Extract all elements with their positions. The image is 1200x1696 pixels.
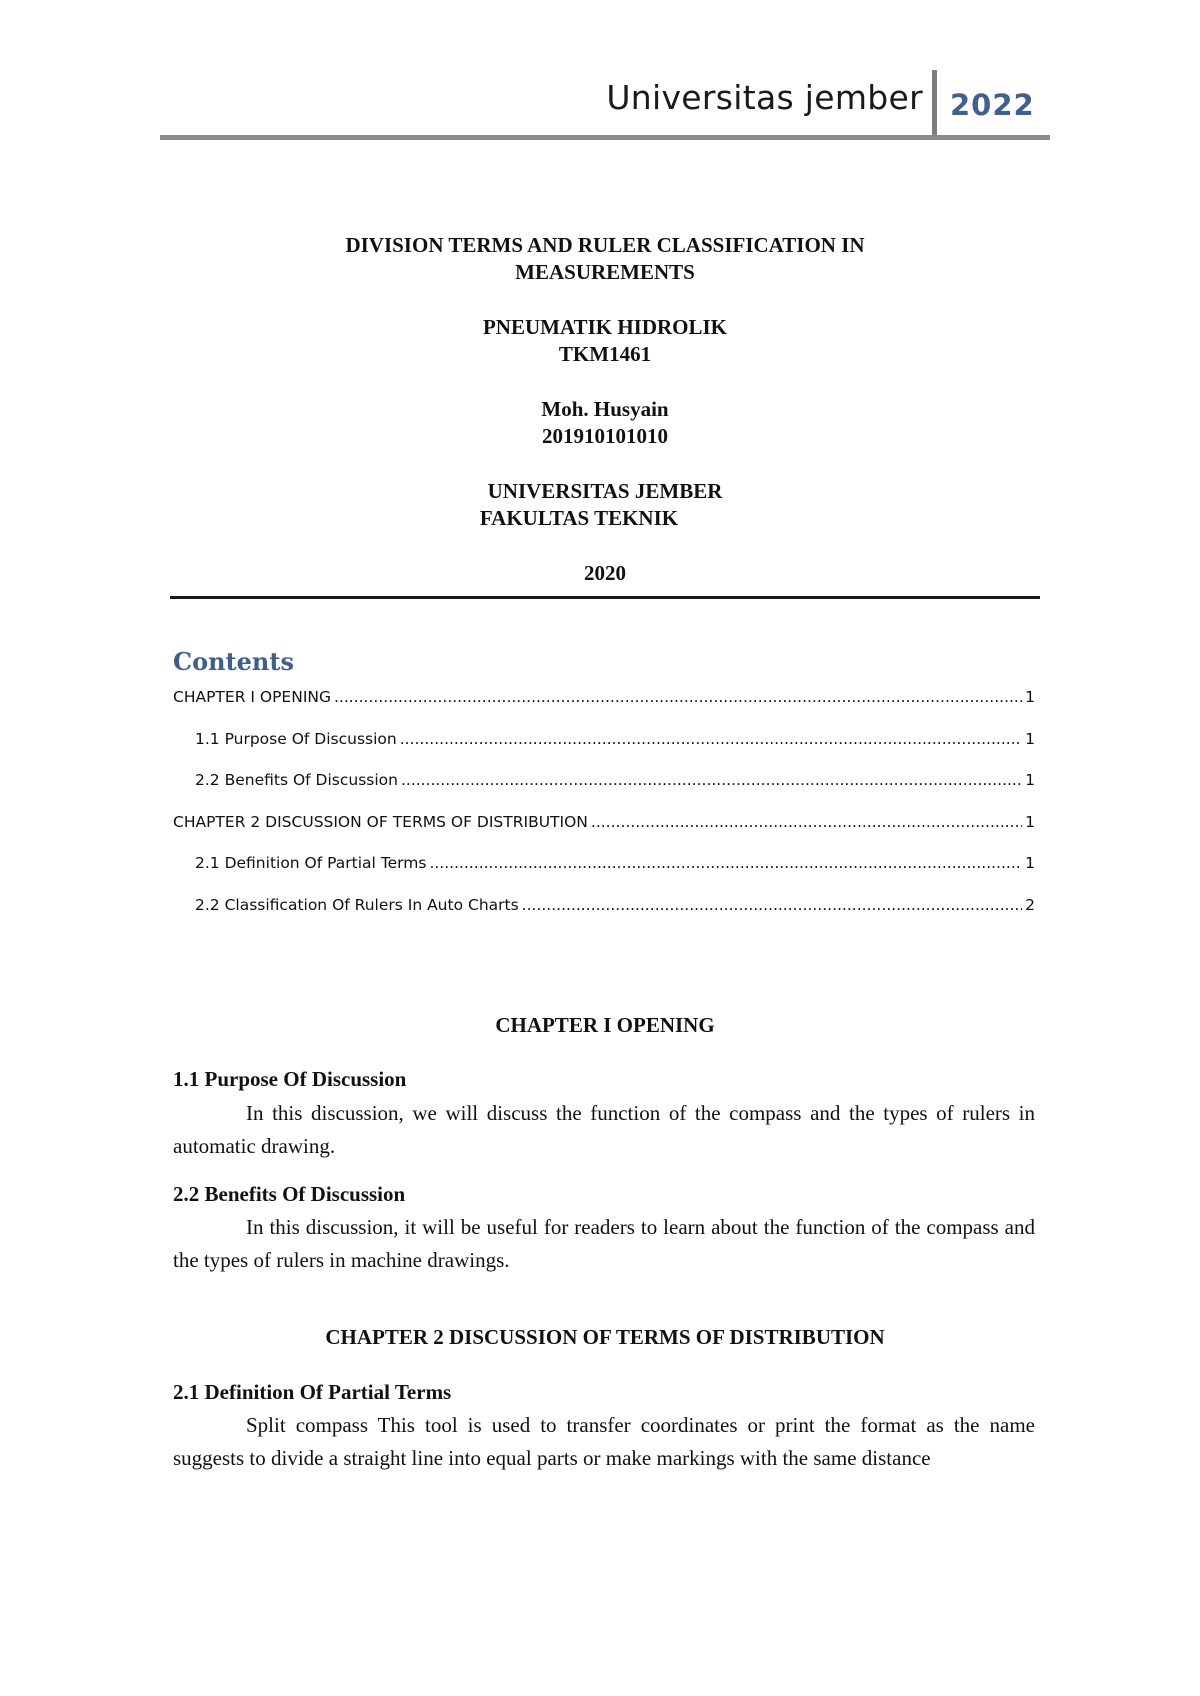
chapter-1-heading: CHAPTER I OPENING xyxy=(495,1013,715,1037)
header-year: 2022 xyxy=(950,88,1035,122)
section-2-1-text: Split compass This tool is used to transfer coordinates or print the format as the name suggests to divide a straight line into equal parts or make markings with the same distance xyxy=(173,1413,1035,1470)
toc-entry-1-1[interactable] xyxy=(173,730,1035,772)
toc-leader-dots xyxy=(401,771,1022,789)
toc-entry-page: 1 xyxy=(1025,854,1035,872)
section-1-1-text: In this discussion, we will discuss the function of the compass and the types of rulers in automatic drawing. xyxy=(173,1101,1035,1158)
header-university: Universitas jember xyxy=(606,78,923,117)
toc-entry-page: 2 xyxy=(1025,895,1035,914)
toc-entry-text: 2.2 Classification Of Rulers In Auto Charts xyxy=(195,895,519,914)
contents-heading: Contents xyxy=(173,647,294,676)
header-divider xyxy=(932,70,937,140)
toc-leader-dots xyxy=(591,813,1022,831)
section-1-1-title: 1.1 Purpose Of Discussion xyxy=(173,1067,407,1091)
faculty-name: FAKULTAS TEKNIK xyxy=(479,506,679,530)
toc-entry-text: CHAPTER 2 DISCUSSION OF TERMS OF DISTRIBUTION xyxy=(173,812,588,831)
toc-leader-dots xyxy=(334,688,1022,706)
toc-entry-text: 2.2 Benefits Of Discussion xyxy=(195,771,398,789)
section-1-1-paragraph xyxy=(173,1097,1035,1162)
toc-entry-2-2-classification[interactable] xyxy=(173,896,1035,938)
section-2-2-title: 2.2 Benefits Of Discussion xyxy=(173,1182,406,1206)
title-block xyxy=(170,232,1040,587)
toc-leader-dots xyxy=(429,854,1022,872)
table-of-contents xyxy=(173,688,1035,937)
document-title-line2: MEASUREMENTS xyxy=(515,260,695,284)
toc-entry-text: 1.1 Purpose Of Discussion xyxy=(195,729,397,748)
section-2-2-paragraph xyxy=(173,1211,1035,1276)
university-name: UNIVERSITAS JEMBER xyxy=(487,479,723,503)
toc-entry-text: CHAPTER I OPENING xyxy=(173,688,331,706)
course-name: PNEUMATIK HIDROLIK xyxy=(482,315,728,339)
chapter-2-heading: CHAPTER 2 DISCUSSION OF TERMS OF DISTRIBUTION xyxy=(325,1325,885,1349)
section-2-1-paragraph xyxy=(173,1409,1035,1474)
author-name: Moh. Husyain xyxy=(541,397,669,421)
student-id: 201910101010 xyxy=(542,424,668,448)
toc-entry-text: 2.1 Definition Of Partial Terms xyxy=(195,854,427,872)
toc-entry-page: 1 xyxy=(1025,812,1035,831)
header-rule xyxy=(160,135,1050,140)
title-rule xyxy=(170,596,1040,599)
toc-leader-dots xyxy=(522,896,1022,914)
title-year: 2020 xyxy=(584,561,626,585)
toc-entry-page: 1 xyxy=(1025,771,1035,789)
toc-entry-chapter-2[interactable] xyxy=(173,813,1035,855)
document-title-line1: DIVISION TERMS AND RULER CLASSIFICATION IN xyxy=(345,233,865,257)
toc-entry-2-1[interactable] xyxy=(173,854,1035,896)
toc-entry-page: 1 xyxy=(1025,729,1035,748)
section-2-1-title: 2.1 Definition Of Partial Terms xyxy=(173,1380,452,1404)
toc-leader-dots xyxy=(400,730,1022,748)
toc-entry-chapter-1[interactable] xyxy=(173,688,1035,730)
toc-entry-2-2-benefits[interactable] xyxy=(173,771,1035,813)
course-code: TKM1461 xyxy=(558,342,652,366)
toc-entry-page: 1 xyxy=(1025,688,1035,706)
section-2-2-text: In this discussion, it will be useful for readers to learn about the function of the compass and the types of rulers in machine drawings. xyxy=(173,1215,1035,1272)
